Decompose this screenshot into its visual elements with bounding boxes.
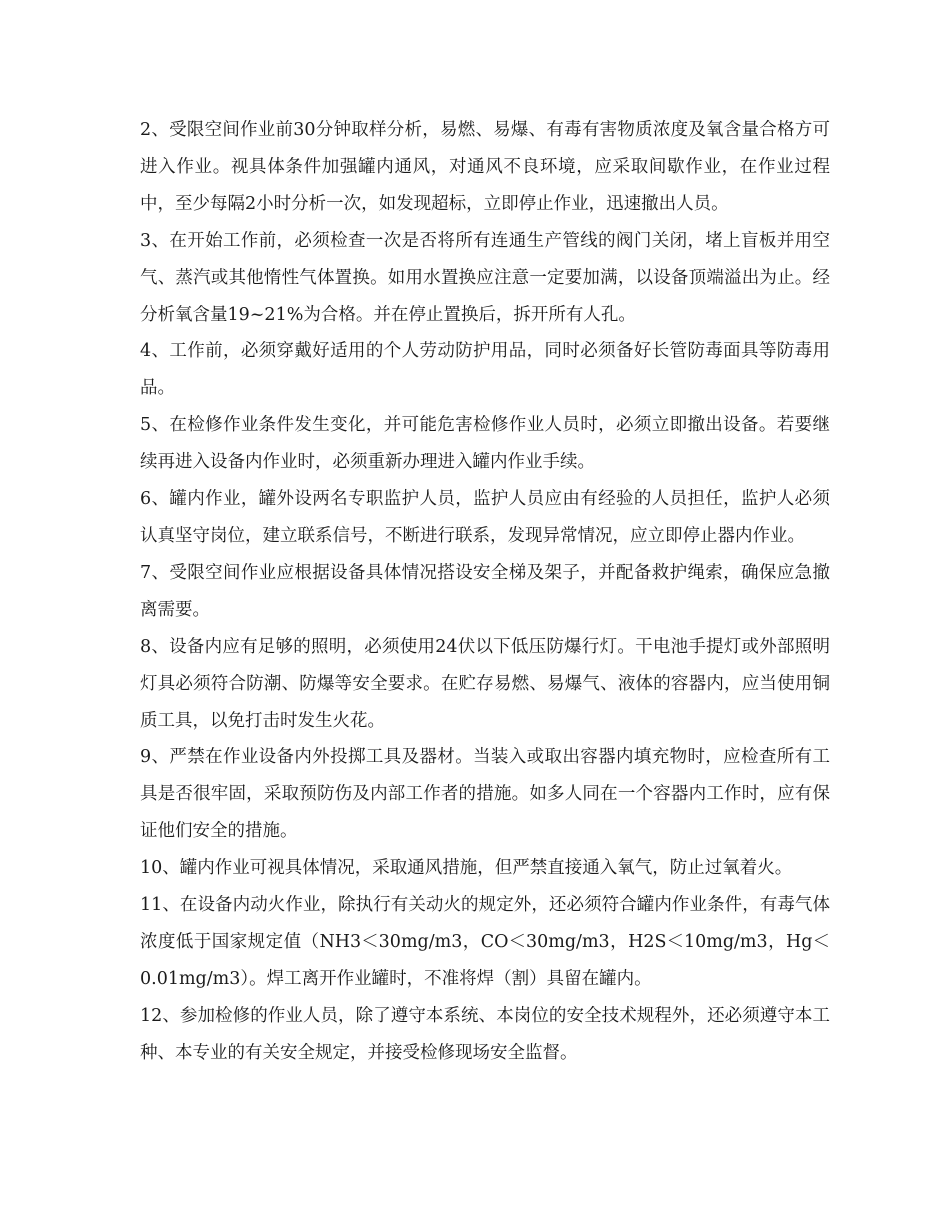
paragraph-4: 4、工作前，必须穿戴好适用的个人劳动防护用品，同时必须备好长管防毒面具等防毒用品。 bbox=[140, 341, 830, 399]
paragraph-3: 3、在开始工作前，必须检查一次是否将所有连通生产管线的阀门关闭，堵上盲板并用空气、蒸汽或其他惰性气体置换。如用水置换应注意一定要加满，以设备顶端溢出为止。经分析氧含量19~21%为合格。并在停止置换后，拆开所有人孔。 bbox=[140, 230, 830, 325]
paragraph-8: 8、设备内应有足够的照明，必须使用24伏以下低压防爆行灯。干电池手提灯或外部照明灯具必须符合防潮、防爆等安全要求。在贮存易燃、易爆气、液体的容器内，应当使用铜质工具，以免打击时发生火花。 bbox=[140, 636, 830, 731]
paragraph-9: 9、严禁在作业设备内外投掷工具及器材。当装入或取出容器内填充物时，应检查所有工具是否很牢固，采取预防伤及内部工作者的措施。如多人同在一个容器内工作时，应有保证他们安全的措施。 bbox=[140, 747, 830, 842]
paragraph-7: 7、受限空间作业应根据设备具体情况搭设安全梯及架子，并配备救护绳索，确保应急撤离需要。 bbox=[140, 562, 830, 620]
paragraph-12: 12、参加检修的作业人员，除了遵守本系统、本岗位的安全技术规程外，还必须遵守本工种、本专业的有关安全规定，并接受检修现场安全监督。 bbox=[140, 1005, 830, 1063]
paragraph-2: 2、受限空间作业前30分钟取样分析，易燃、易爆、有毒有害物质浓度及氧含量合格方可进入作业。视具体条件加强罐内通风，对通风不良环境，应采取间歇作业，在作业过程中，至少每隔2小时分析一次，如发现超标，立即停止作业，迅速撤出人员。 bbox=[140, 120, 830, 214]
paragraph-6: 6、罐内作业，罐外设两名专职监护人员，监护人员应由有经验的人员担任，监护人必须认真坚守岗位，建立联系信号，不断进行联系，发现异常情况，应立即停止器内作业。 bbox=[140, 489, 830, 546]
paragraph-10: 10、罐内作业可视具体情况，采取通风措施，但严禁直接通入氧气，防止过氧着火。 bbox=[140, 858, 793, 879]
paragraph-11: 11、在设备内动火作业，除执行有关动火的规定外，还必须符合罐内作业条件，有毒气体浓度低于国家规定值（NH3＜30mg/m3，CO＜30mg/m3，H2S＜10mg/m3，Hg＜0.01mg/m3）。焊工离开作业罐时，不准将焊（割）具留在罐内。 bbox=[140, 895, 830, 989]
paragraph-5: 5、在检修作业条件发生变化，并可能危害检修作业人员时，必须立即撤出设备。若要继续再进入设备内作业时，必须重新办理进入罐内作业手续。 bbox=[140, 415, 830, 473]
document-body bbox=[140, 112, 830, 1072]
